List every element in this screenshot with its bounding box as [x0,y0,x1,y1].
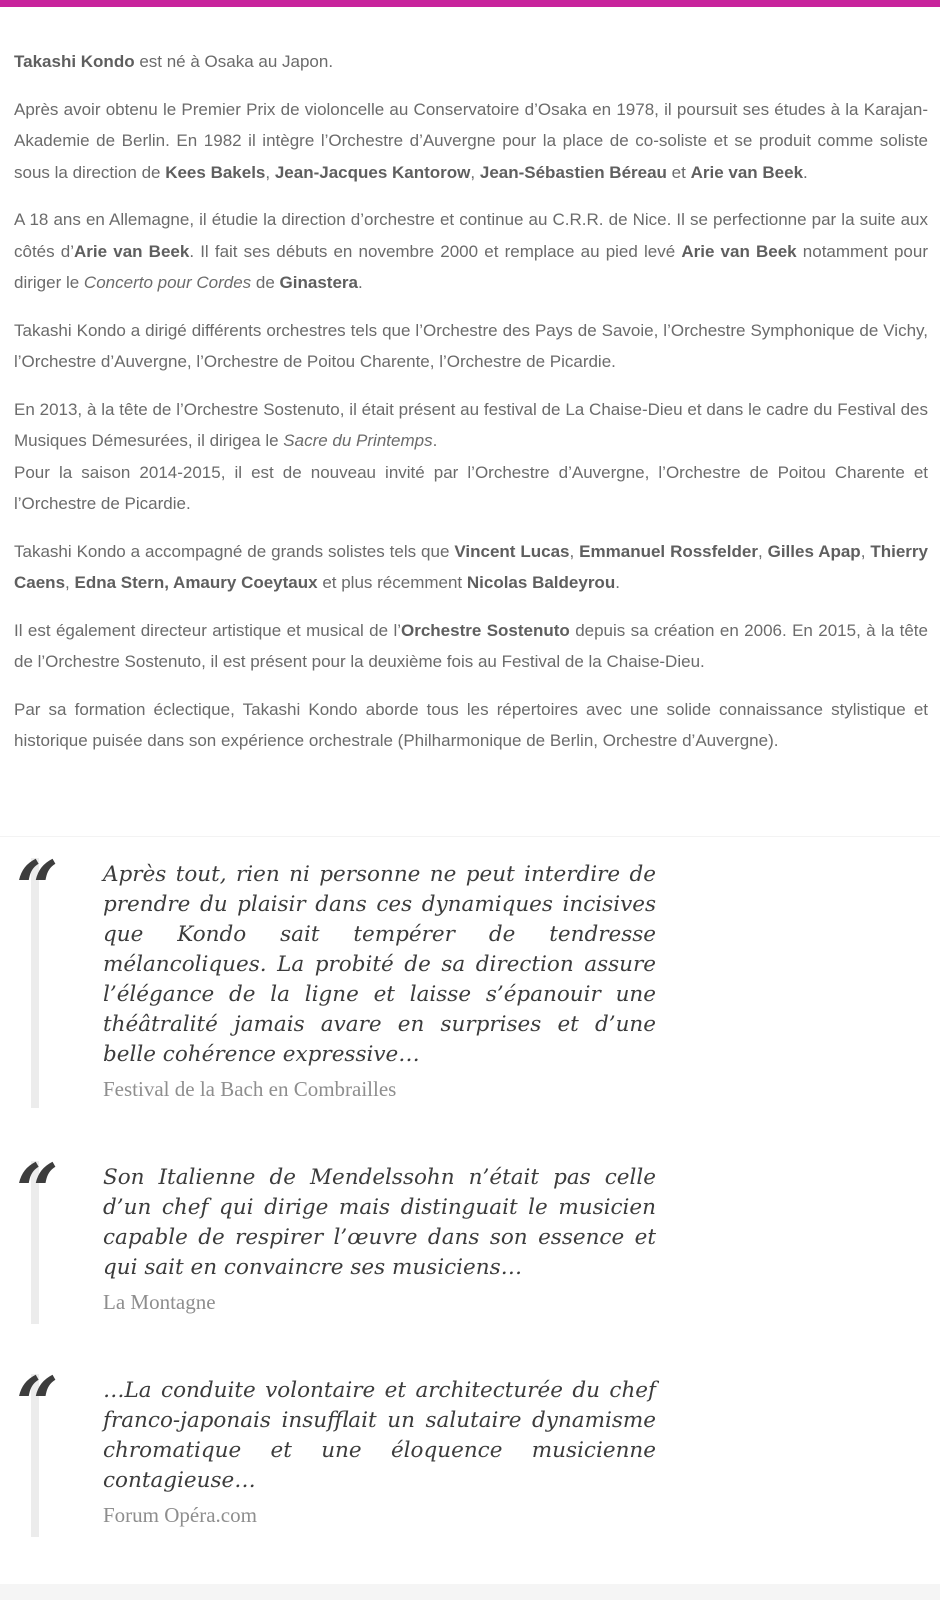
bio-text: de [251,273,280,292]
soloist-name: Emmanuel Rossfelder [579,541,758,561]
bio-text: . [615,573,620,592]
separator: , [470,162,480,182]
soloist-name: Thierry Caens [14,541,928,592]
conductor-name: Arie van Beek [690,162,804,182]
bio-paragraph-8: Par sa formation éclectique, Takashi Kondo aborde tous les répertoires avec une solide connaissance stylistique et historique puisée dans son expérience orchestrale (Philharmonique de Berlin, Orchestre d’Auvergne). [14,699,928,750]
bio-paragraph-1 [14,46,928,78]
top-accent-bar [0,0,940,7]
bio-paragraph-2 [14,94,928,189]
conductor-name: Jean-Sébastien Béreau [479,162,667,182]
quote-text: Après tout, rien ni personne ne peut interdire de prendre du plaisir dans ces dynamiques incisives que Kondo sait tempérer de tendresse mélancoliques. La probité de sa direction assure l’élégance de la ligne et laisse s’épanouir une théâtralité jamais avare en surprises et d’une belle cohérence expressive… [103,862,656,1067]
bio-text: . Il fait ses débuts en novembre 2000 et remplace au pied levé [189,241,682,261]
bio-text: Il est également directeur artistique et musical de l’ [14,620,401,640]
bio-paragraph-5 [14,394,928,520]
quote-text: Son Italienne de Mendelssohn n’était pas celle d’un chef qui dirige mais distinguait le musicien capable de respirer l’œuvre dans son essence et qui sait en convaincre ses musiciens… [103,1165,656,1280]
biography-section [14,46,928,773]
soloist-name: Gilles Apap [767,541,861,561]
quote-text: …La conduite volontaire et architecturée du chef franco-japonais insufflait un salutaire dynamisme chromatique et une éloquence musicienne contagieuse… [103,1378,656,1493]
press-quote [0,1149,940,1324]
bio-text: depuis sa création en 2006. En 2015, à la tête de l’Orchestre Sostenuto, il est présent pour la deuxième fois au Festival de la Chaise-Dieu. [14,620,928,671]
bio-text: et plus récemment [317,573,467,592]
conductor-name: Arie van Beek [74,241,190,261]
quote-body [103,1163,656,1317]
quote-source: Forum Opéra.com [103,1503,257,1527]
soloist-name: Nicolas Baldeyrou [466,573,616,592]
quote-source: La Montagne [103,1290,216,1314]
quote-body [103,860,656,1104]
bio-text: Takashi Kondo a accompagné de grands solistes tels que [14,541,455,561]
separator: , [265,162,275,182]
composer-name: Ginastera [279,273,358,292]
quote-mark-icon: “ [16,1362,59,1448]
bio-text: Après avoir obtenu le Premier Prix de violoncelle au Conservatoire d’Osaka en 1978, il poursuit ses études à la Karajan-Akademie de Berlin. En 1982 il intègre l’Orchestre d’Auvergne pour la place de co-soliste et se produit comme soliste sous la direction de [14,99,928,182]
press-quotes-section [0,836,940,1600]
bio-text: Pour la saison 2014-2015, il est de nouveau invité par l’Orchestre d’Auvergne, l’Orchestre de Poitou Charente et l’Orchestre de Picardie. [14,462,928,513]
separator: , [569,541,580,561]
quote-mark-icon: “ [16,846,59,932]
quote-source: Festival de la Bach en Combrailles [103,1077,397,1101]
separator: , [65,573,75,592]
conductor-name: Jean-Jacques Kantorow [274,162,471,182]
conductor-name: Arie van Beek [681,241,797,261]
separator: . [803,162,808,182]
bio-paragraph-4: Takashi Kondo a dirigé différents orchestres tels que l’Orchestre des Pays de Savoie, l’Orchestre Symphonique de Vichy, l’Orchestre d’Auvergne, l’Orchestre de Poitou Charente, l’Orchestre de Picardie. [14,320,928,371]
press-quote [0,1362,940,1537]
bio-text: A 18 ans en Allemagne, il étudie la direction d’orchestre et continue au C.R.R. de Nice. Il se perfectionne par la suite aux côtés d’ [14,210,928,261]
soloist-name: Edna Stern, Amaury Coeytaux [74,573,318,592]
artist-name: Takashi Kondo [14,52,135,71]
orchestra-name: Orchestre Sostenuto [401,620,570,640]
bio-text: notamment pour diriger le [14,241,929,292]
bio-paragraph-6 [14,536,928,599]
quote-mark-icon: “ [16,1149,59,1235]
work-title: Concerto pour Cordes [83,273,252,292]
separator: , [860,541,871,561]
bio-text: En 2013, à la tête de l’Orchestre Sostenuto, il était présent au festival de La Chaise-Dieu et dans le cadre du Festival des Musiques Démesurées, il dirigea le [14,399,928,450]
soloist-name: Vincent Lucas [454,541,570,561]
conductor-name: Kees Bakels [165,162,266,182]
bio-text: . [357,273,363,292]
bio-text: est né à Osaka au Japon. [134,52,334,71]
separator: , [757,541,768,561]
bio-text: . [432,431,438,450]
press-quote [0,846,940,1108]
bio-paragraph-3 [14,204,928,299]
quote-body [103,1376,656,1530]
work-title: Sacre du Printemps [283,431,433,450]
footer-strip [0,1584,940,1600]
bio-paragraph-7 [14,615,928,678]
separator: et [666,162,691,182]
